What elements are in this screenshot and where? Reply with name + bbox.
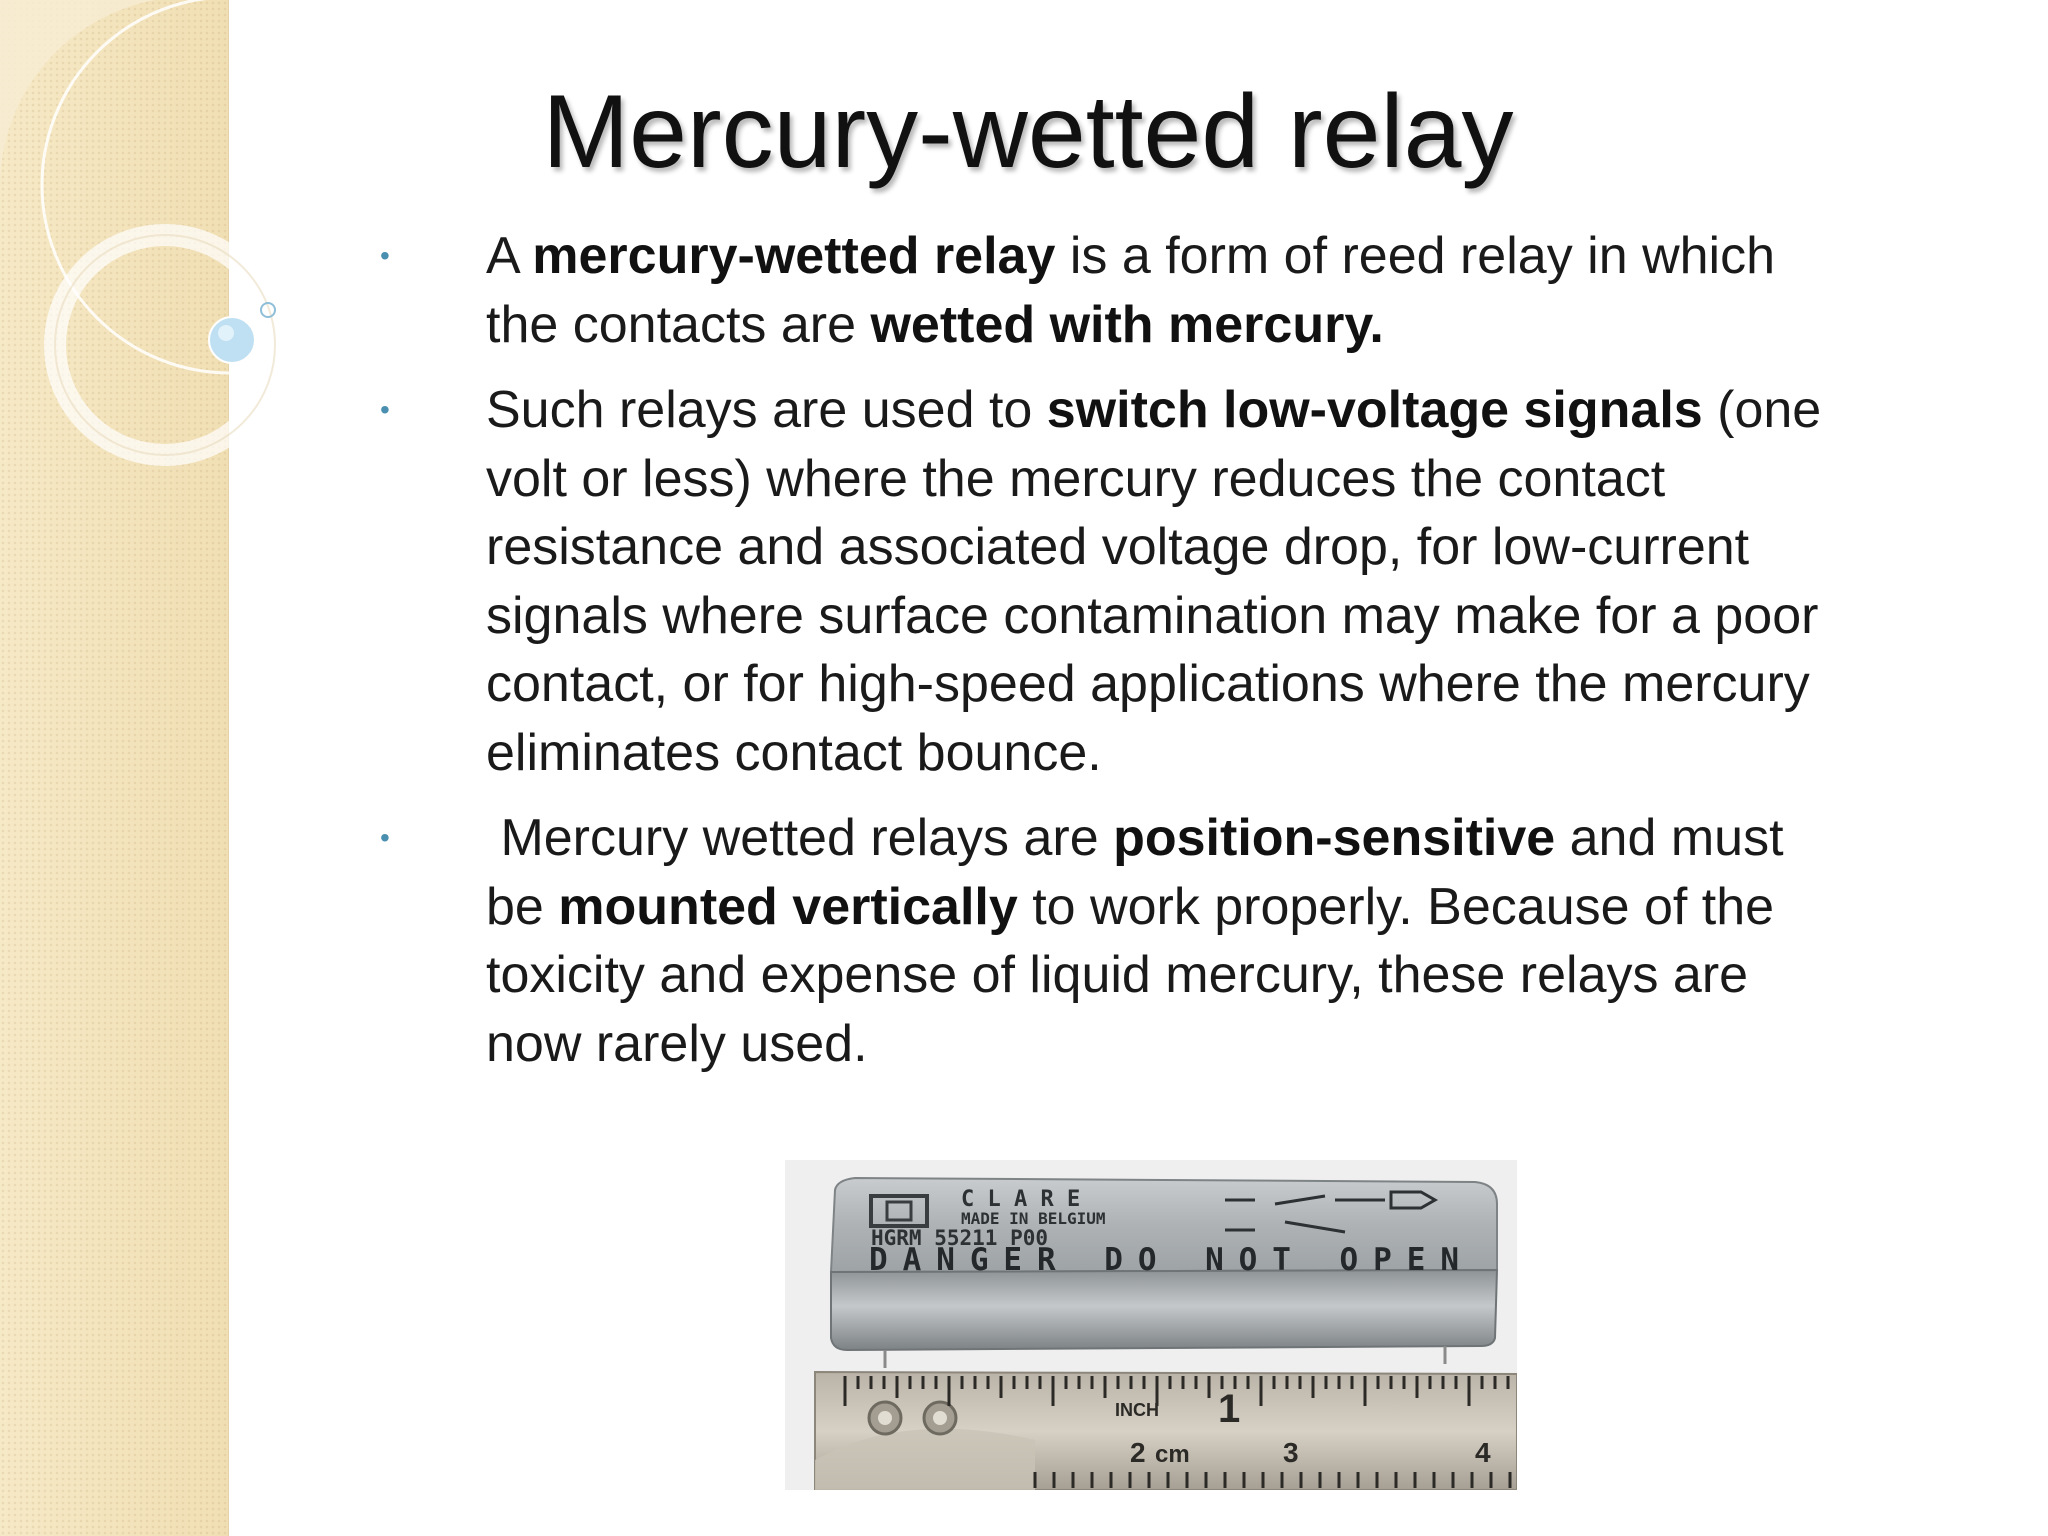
- bullet-text: Mercury wetted relays are position-sensitive and must be mounted vertically to work properly. Because of the toxicity and expense of liquid mercury, these relays are now rarely used.: [486, 809, 1784, 1073]
- ruler-cm-label: cm: [1155, 1441, 1190, 1468]
- ruler-cm-number-4: 4: [1475, 1437, 1491, 1468]
- ruler-inch-number: 1: [1218, 1387, 1241, 1431]
- bullet-dot-icon: •: [380, 240, 390, 271]
- bullet-dot-icon: •: [380, 822, 390, 853]
- ruler-cm-number-2: 2: [1130, 1437, 1146, 1468]
- relay-brand-text: C L A R E: [961, 1187, 1081, 1212]
- ruler-inch-label: INCH: [1115, 1400, 1159, 1420]
- bullet-item-3: [380, 804, 1850, 1078]
- bullet-text: Such relays are used to switch low-voltage signals (one volt or less) where the mercury reduces the contact resistance and associated voltage drop, for low-current signals where surface contamination may make for a poor contact, or for high-speed applications where the mercury eliminates contact bounce.: [486, 381, 1822, 782]
- relay-origin-text: MADE IN BELGIUM: [961, 1209, 1106, 1228]
- slide-title: Mercury-wetted relay: [542, 74, 1514, 190]
- relay-photo-drawing: [785, 1160, 1517, 1490]
- ruler-cm-number-3: 3: [1283, 1437, 1299, 1468]
- relay-warning-text: DANGER DO NOT OPEN: [869, 1242, 1459, 1278]
- bullet-item-2: [380, 376, 1850, 787]
- bullet-item-1: [380, 222, 1850, 359]
- decorative-side-band: [0, 0, 229, 1536]
- bullet-dot-icon: •: [380, 394, 390, 425]
- relay-part-text: HGRM 55211 P00: [871, 1226, 1049, 1250]
- relay-photo: [785, 1160, 1517, 1490]
- bullet-text: A mercury-wetted relay is a form of reed relay in which the contacts are wetted with mercury.: [486, 227, 1776, 354]
- bullet-list: [380, 222, 1850, 1095]
